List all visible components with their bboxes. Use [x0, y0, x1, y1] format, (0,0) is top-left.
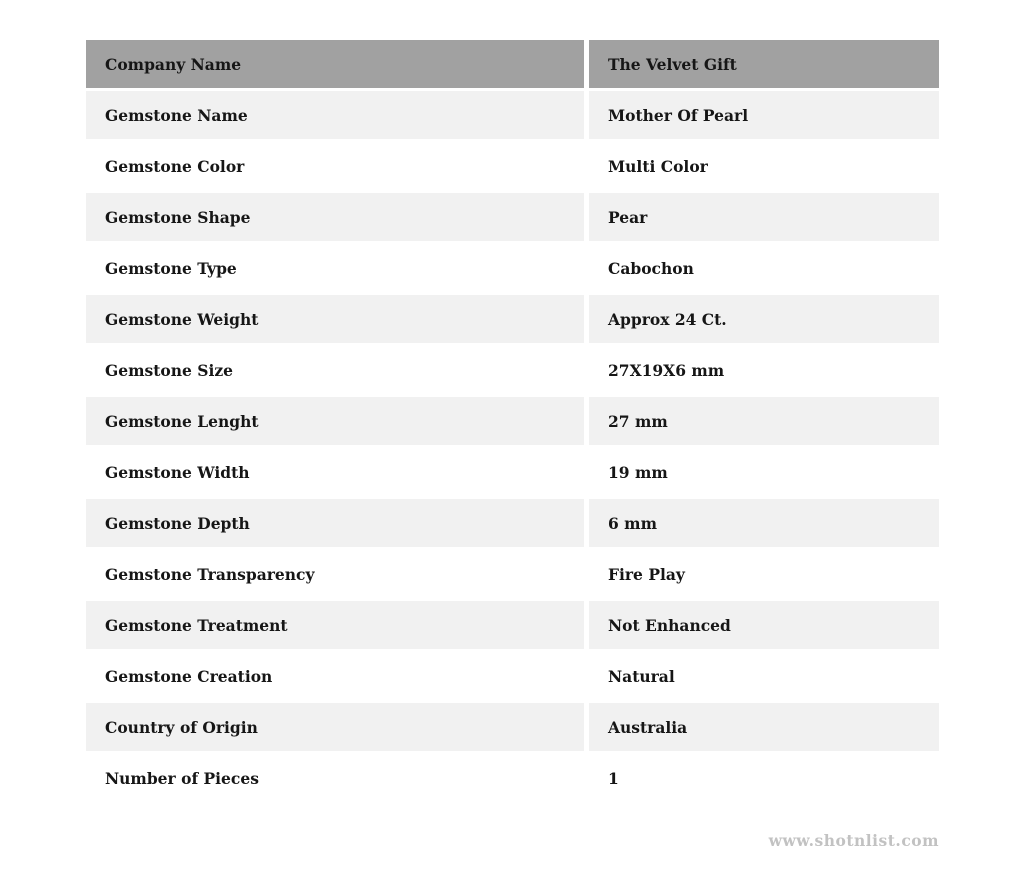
table-row — [86, 652, 939, 700]
watermark-text: www.shotnlist.com — [768, 831, 939, 850]
row-value: Mother Of Pearl — [589, 91, 939, 139]
table-header-row — [86, 40, 939, 88]
row-value: Multi Color — [589, 142, 939, 190]
header-value-cell: The Velvet Gift — [589, 40, 939, 88]
row-value: 6 mm — [589, 499, 939, 547]
table-row — [86, 91, 939, 139]
row-label: Gemstone Size — [86, 346, 584, 394]
table-row — [86, 244, 939, 292]
row-value: 19 mm — [589, 448, 939, 496]
table-row — [86, 601, 939, 649]
row-value: 27 mm — [589, 397, 939, 445]
table-row — [86, 703, 939, 751]
row-value: Fire Play — [589, 550, 939, 598]
row-value: Not Enhanced — [589, 601, 939, 649]
row-value: Australia — [589, 703, 939, 751]
row-value: Natural — [589, 652, 939, 700]
row-value: 1 — [589, 754, 939, 802]
row-label: Gemstone Width — [86, 448, 584, 496]
row-label: Gemstone Name — [86, 91, 584, 139]
table-row — [86, 499, 939, 547]
row-label: Gemstone Shape — [86, 193, 584, 241]
row-label: Gemstone Depth — [86, 499, 584, 547]
row-label: Gemstone Creation — [86, 652, 584, 700]
row-label: Gemstone Lenght — [86, 397, 584, 445]
row-label: Gemstone Treatment — [86, 601, 584, 649]
row-label: Country of Origin — [86, 703, 584, 751]
row-value: Pear — [589, 193, 939, 241]
table-row — [86, 550, 939, 598]
row-label: Gemstone Color — [86, 142, 584, 190]
table-row — [86, 142, 939, 190]
gemstone-spec-table — [86, 40, 939, 805]
table-row — [86, 397, 939, 445]
table-row — [86, 754, 939, 802]
row-value: 27X19X6 mm — [589, 346, 939, 394]
table-body — [86, 91, 939, 802]
table-row — [86, 295, 939, 343]
table-row — [86, 346, 939, 394]
row-label: Gemstone Weight — [86, 295, 584, 343]
row-label: Number of Pieces — [86, 754, 584, 802]
table-row — [86, 193, 939, 241]
header-label-cell: Company Name — [86, 40, 584, 88]
row-label: Gemstone Transparency — [86, 550, 584, 598]
table-row — [86, 448, 939, 496]
row-label: Gemstone Type — [86, 244, 584, 292]
row-value: Cabochon — [589, 244, 939, 292]
row-value: Approx 24 Ct. — [589, 295, 939, 343]
